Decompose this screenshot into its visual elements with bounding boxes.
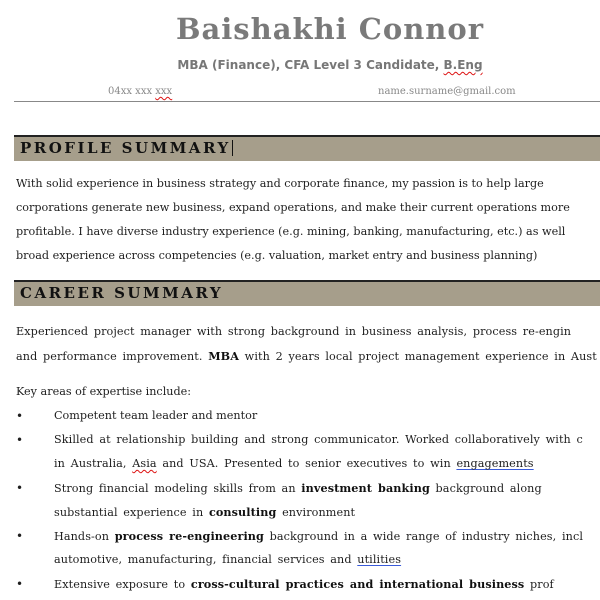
bullet-1-text: Competent team leader and mentor bbox=[54, 409, 258, 422]
bullet-3-line-2-pre: substantial experience in bbox=[54, 506, 209, 519]
candidate-name: Baishakhi Connor bbox=[175, 12, 485, 46]
bullet-5-post: prof bbox=[524, 578, 554, 591]
profile-summary-text bbox=[16, 172, 600, 268]
list-item bbox=[16, 524, 600, 572]
key-areas-text: Key areas of expertise include: bbox=[16, 385, 192, 398]
bullet-4-grammar-flag: utilities bbox=[357, 553, 402, 566]
bullet-4-bold: process re-engineering bbox=[114, 529, 264, 543]
bullet-3-line-2-bold: consulting bbox=[208, 505, 277, 519]
profile-line-1: With solid experience in business strategy and corporate finance, my passion is to help large bbox=[16, 177, 544, 190]
bullet-icon: • bbox=[16, 577, 24, 591]
bullet-5-bold: cross-cultural practices and international business bbox=[190, 577, 525, 591]
career-line-2-pre: and performance improvement. bbox=[16, 350, 209, 363]
bullet-4-line-2 bbox=[54, 548, 600, 572]
list-item bbox=[16, 404, 600, 428]
career-summary-title: CAREER SUMMARY bbox=[20, 284, 224, 302]
career-line-2-bold: MBA bbox=[208, 349, 240, 363]
list-item bbox=[16, 572, 600, 596]
career-line-2 bbox=[16, 344, 600, 368]
credentials-flagged-word: B.Eng bbox=[443, 58, 483, 72]
bullet-4-pre: Hands-on bbox=[54, 530, 115, 543]
bullet-3-bold: investment banking bbox=[301, 481, 430, 495]
phone-flagged-word: xxx bbox=[155, 86, 173, 97]
phone-text: 04xx xxx bbox=[108, 86, 156, 97]
phone-number bbox=[108, 86, 172, 97]
bullet-5-pre: Extensive exposure to bbox=[54, 578, 191, 591]
profile-summary-title bbox=[20, 139, 233, 157]
bullet-4-line-2-pre: automotive, manufacturing, financial services and bbox=[54, 553, 358, 566]
credentials-text: MBA (Finance), CFA Level 3 Candidate, bbox=[177, 58, 444, 72]
profile-line-3: profitable. I have diverse industry experience (e.g. mining, banking, manufacturing, etc.) as well bbox=[16, 225, 566, 238]
career-summary-header bbox=[14, 280, 600, 306]
profile-summary-header bbox=[14, 135, 600, 161]
bullet-3-line-2-post: environment bbox=[276, 506, 356, 519]
header-divider bbox=[14, 101, 600, 102]
bullet-icon: • bbox=[16, 481, 24, 495]
profile-line-4: broad experience across competencies (e.g. valuation, market entry and business planning) bbox=[16, 249, 538, 262]
list-item bbox=[16, 428, 600, 476]
bullet-2-pre: in Australia, bbox=[54, 457, 133, 470]
bullet-5-line-1 bbox=[54, 572, 600, 596]
bullet-icon: • bbox=[16, 433, 24, 447]
bullet-4-line-1 bbox=[54, 524, 600, 548]
text-cursor bbox=[232, 140, 233, 156]
bullet-2-flagged-word: Asia bbox=[132, 457, 157, 470]
bullet-3-line-1 bbox=[54, 476, 600, 500]
bullet-icon: • bbox=[16, 409, 24, 423]
bullet-2-line-2 bbox=[54, 452, 600, 476]
list-item bbox=[16, 476, 600, 524]
key-areas-label bbox=[16, 380, 600, 404]
career-line-1: Experienced project manager with strong background in business analysis, process re-engin bbox=[16, 325, 572, 338]
expertise-list bbox=[16, 404, 600, 596]
bullet-icon: • bbox=[16, 529, 24, 543]
contact-row bbox=[0, 85, 600, 101]
bullet-2-grammar-flag: engagements bbox=[456, 457, 534, 470]
career-line-2-post: with 2 years local project management experience in Aust bbox=[239, 350, 597, 363]
bullet-2-line-1: Skilled at relationship building and strong communicator. Worked collaboratively with c bbox=[54, 433, 583, 446]
bullet-3-pre: Strong financial modeling skills from an bbox=[54, 482, 302, 495]
candidate-credentials bbox=[0, 58, 600, 72]
career-summary-text bbox=[16, 320, 600, 368]
bullet-3-line-2 bbox=[54, 500, 600, 524]
profile-summary-title-text: PROFILE SUMMARY bbox=[20, 139, 231, 157]
bullet-2-mid: and USA. Presented to senior executives to win bbox=[156, 457, 457, 470]
profile-line-2: corporations generate new business, expand operations, and make their current operations more bbox=[16, 201, 570, 214]
bullet-3-post: background along bbox=[429, 482, 542, 495]
email-address: name.surname@gmail.com bbox=[378, 86, 516, 97]
bullet-4-post: background in a wide range of industry niches, incl bbox=[263, 530, 583, 543]
